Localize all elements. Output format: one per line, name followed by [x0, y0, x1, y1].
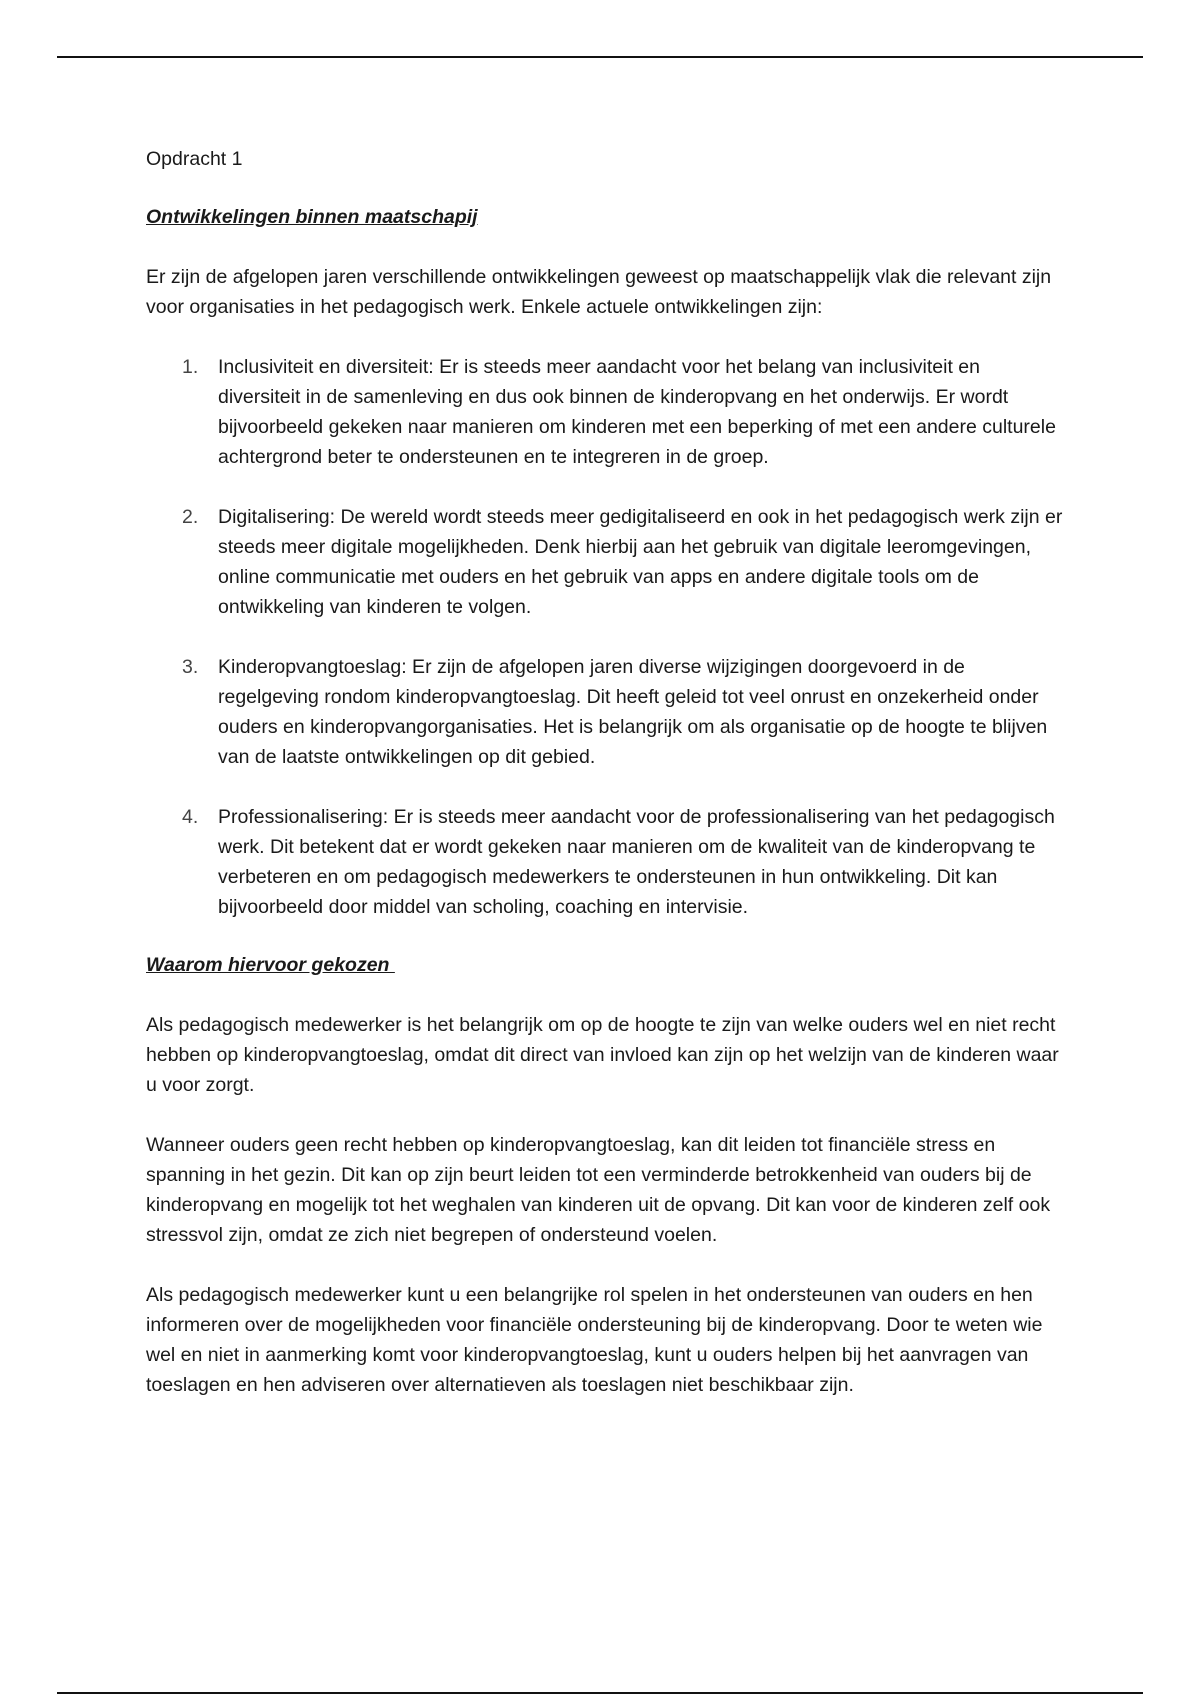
list-item-text: Digitalisering: De wereld wordt steeds meer gedigitaliseerd en ook in het pedagogisch werk zijn er steeds meer digitale mogelijkheden. Denk hierbij aan het gebruik van digitale leeromgevingen, online communicatie met ouders en het gebruik van apps en andere digitale tools om de ontwikkeling van kinderen te volgen.	[218, 506, 1063, 618]
list-item-text: Professionalisering: Er is steeds meer aandacht voor de professionalisering van het pedagogisch werk. Dit betekent dat er wordt gekeken naar manieren om de kwaliteit van de kinderopvang te verbeteren en om pedagogisch medewerkers te ondersteunen in hun ontwikkeling. Dit kan bijvoorbeeld door middel van scholing, coaching en intervisie.	[218, 806, 1055, 918]
list-item	[146, 502, 1066, 622]
assignment-label: Opdracht 1	[146, 148, 243, 170]
list-item-number: 3.	[182, 656, 199, 678]
header-rule	[57, 56, 1143, 58]
footer-rule	[57, 1692, 1143, 1694]
section-heading-developments: Ontwikkelingen binnen maatschapij	[146, 206, 478, 228]
document-page	[146, 144, 1066, 1430]
list-item-number: 2.	[182, 506, 199, 528]
list-item	[146, 652, 1066, 772]
list-item	[146, 352, 1066, 472]
list-item-number: 1.	[182, 356, 199, 378]
list-item-text: Kinderopvangtoeslag: Er zijn de afgelopen jaren diverse wijzigingen doorgevoerd in de regelgeving rondom kinderopvangtoeslag. Dit heeft geleid tot veel onrust en onzekerheid onder ouders en kinderopvangorganisaties. Het is belangrijk om als organisatie op de hoogte te blijven van de laatste ontwikkelingen op dit gebied.	[218, 656, 1048, 768]
body-paragraph: Wanneer ouders geen recht hebben op kinderopvangtoeslag, kan dit leiden tot financiële stress en spanning in het gezin. Dit kan op zijn beurt leiden tot een verminderde betrokkenheid van ouders bij de kinderopvang en mogelijk tot het weghalen van kinderen uit de opvang. Dit kan voor de kinderen zelf ook stressvol zijn, omdat ze zich niet begrepen of ondersteund voelen.	[146, 1134, 1051, 1246]
intro-paragraph: Er zijn de afgelopen jaren verschillende ontwikkelingen geweest op maatschappelijk vlak die relevant zijn voor organisaties in het pedagogisch werk. Enkele actuele ontwikkelingen zijn:	[146, 266, 1052, 318]
body-paragraph: Als pedagogisch medewerker is het belangrijk om op de hoogte te zijn van welke ouders wel en niet recht hebben op kinderopvangtoeslag, omdat dit direct van invloed kan zijn op het welzijn van de kinderen waar u voor zorgt.	[146, 1014, 1059, 1096]
section-heading-why-chosen: Waarom hiervoor gekozen	[146, 954, 395, 976]
list-item-number: 4.	[182, 806, 199, 828]
developments-list	[146, 352, 1066, 922]
body-paragraph: Als pedagogisch medewerker kunt u een belangrijke rol spelen in het ondersteunen van ouders en hen informeren over de mogelijkheden voor financiële ondersteuning bij de kinderopvang. Door te weten wie wel en niet in aanmerking komt voor kinderopvangtoeslag, kunt u ouders helpen bij het aanvragen van toeslagen en hen adviseren over alternatieven als toeslagen niet beschikbaar zijn.	[146, 1284, 1043, 1396]
list-item	[146, 802, 1066, 922]
list-item-text: Inclusiviteit en diversiteit: Er is steeds meer aandacht voor het belang van inclusiviteit en diversiteit in de samenleving en dus ook binnen de kinderopvang en het onderwijs. Er wordt bijvoorbeeld gekeken naar manieren om kinderen met een beperking of met een andere culturele achtergrond beter te ondersteunen en te integreren in de groep.	[218, 356, 1056, 468]
